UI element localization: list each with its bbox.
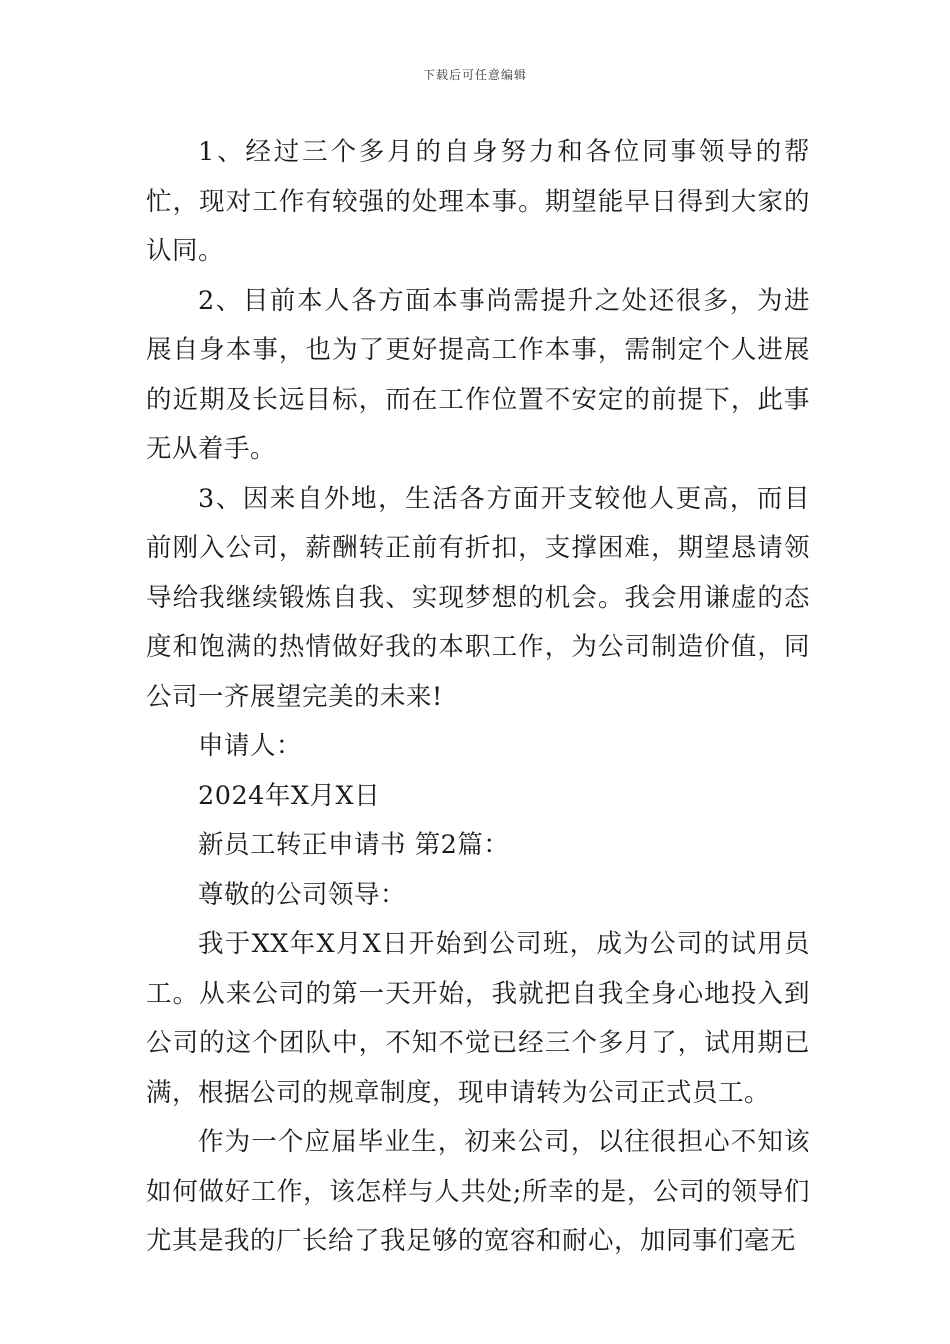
paragraph-3: 3、因来自外地，生活各方面开支较他人更高，而目前刚入公司，薪酬转正前有折扣，支撑困难，期望恳请领导给我继续锻炼自我、实现梦想的机会。我会用谦虚的态度和饱满的热情做好我的本职工作，为公司制造价值，同公司一齐展望完美的未来! — [146, 483, 810, 712]
salutation: 尊敬的公司领导： — [198, 879, 407, 910]
paragraph-1: 1、经过三个多月的自身努力和各位同事领导的帮忙，现对工作有较强的处理本事。期望能早日得到大家的认同。 — [146, 137, 810, 266]
section-title: 新员工转正申请书 第2篇： — [198, 830, 510, 860]
header-note: 下载后可任意编辑 — [422, 68, 527, 82]
applicant-label: 申请人： — [198, 731, 303, 761]
document-body — [146, 128, 810, 1267]
paragraph-5: 作为一个应届毕业生，初来公司，以往很担心不知该如何做好工作，该怎样与人共处;所幸的是，公司的领导们尤其是我的厂长给了我足够的宽容和耐心，加同事们毫无 — [146, 1127, 810, 1256]
paragraph-2: 2、目前本人各方面本事尚需提升之处还很多，为进展自身本事，也为了更好提高工作本事，需制定个人进展的近期及长远目标，而在工作位置不安定的前提下，此事无从着手。 — [146, 285, 810, 464]
date-line: 2024年X月X日 — [198, 780, 381, 811]
paragraph-4: 我于XX年X月X日开始到公司班，成为公司的试用员工。从来公司的第一天开始，我就把自我全身心地投入到公司的这个团队中，不知不觉已经三个多月了，试用期已满，根据公司的规章制度，现申请转为公司正式员工。 — [146, 929, 810, 1108]
